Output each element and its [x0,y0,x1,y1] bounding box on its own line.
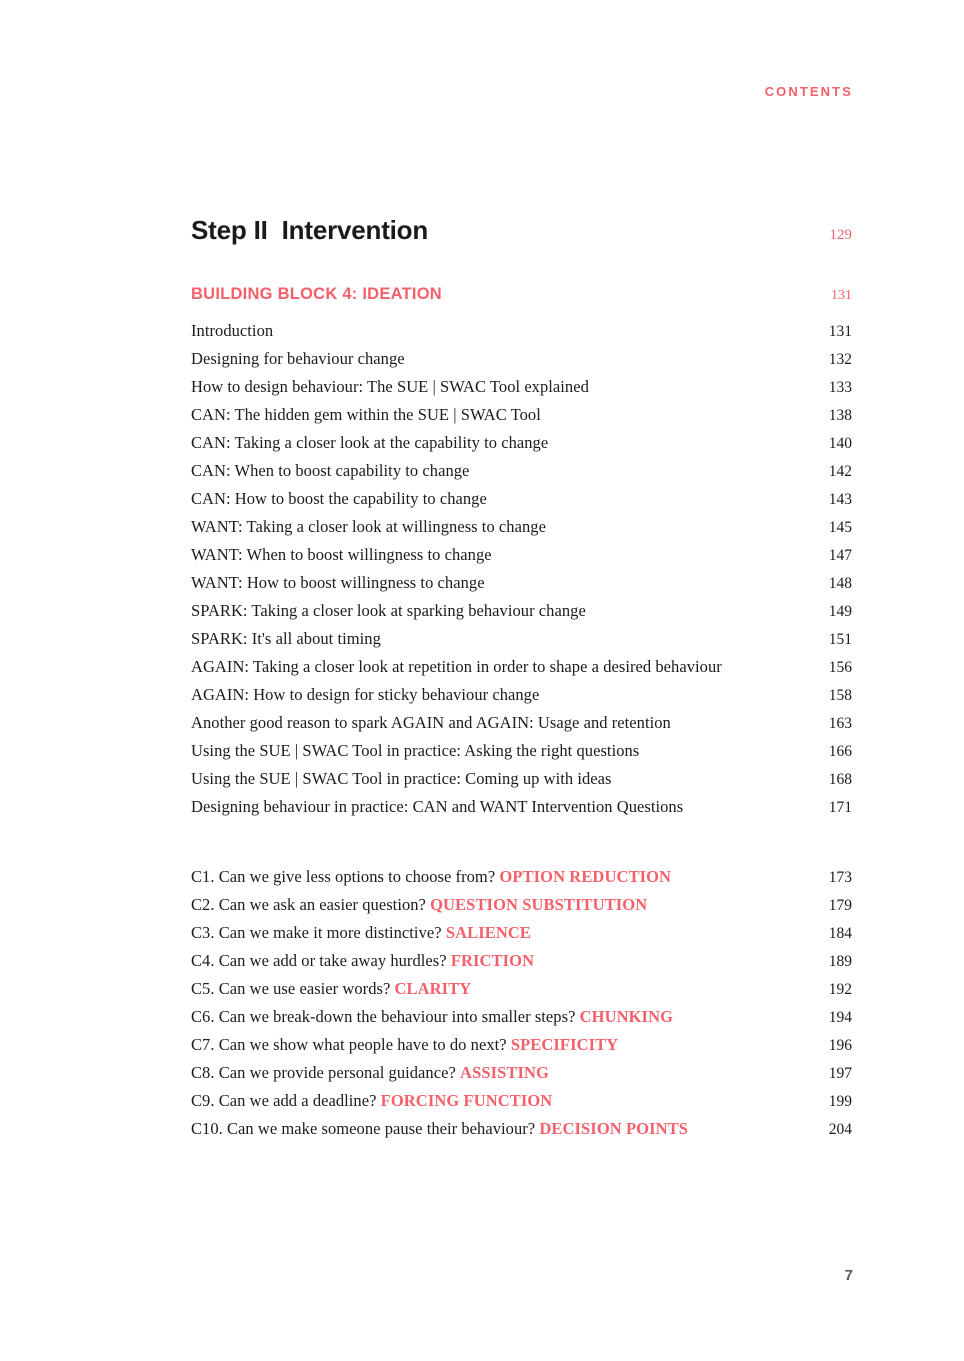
toc-entry-keyword: CHUNKING [579,1007,674,1026]
toc-entry-page-number: 199 [828,1093,852,1110]
toc-entry[interactable] [191,793,852,821]
toc-entry-keyword: OPTION REDUCTION [499,867,672,886]
toc-entry[interactable] [191,345,852,373]
toc-entry-question: C8. Can we provide personal guidance? [191,1063,456,1082]
toc-entry-label [191,1031,618,1059]
toc-entry-keyword: QUESTION SUBSTITUTION [430,895,648,914]
toc-entry-page-number: 194 [828,1009,852,1026]
toc-entry-page-number: 173 [828,869,852,886]
toc-entry[interactable] [191,485,852,513]
toc-entry[interactable] [191,401,852,429]
toc-entry-label [191,919,531,947]
toc-entry-question: C10. Can we make someone pause their behaviour? [191,1119,536,1138]
toc-entry-page-number: 192 [828,981,852,998]
building-block-title: BUILDING BLOCK 4: IDEATION [191,285,442,303]
toc-entry-label: WANT: When to boost willingness to change [191,545,492,564]
toc-entry-page-number: 184 [828,925,852,942]
toc-entry-list-primary [191,317,852,821]
toc-entry-page-number: 171 [828,799,852,816]
toc-entry[interactable] [191,1115,852,1143]
toc-entry[interactable] [191,597,852,625]
toc-entry-label [191,1003,673,1031]
toc-entry-page-number: 204 [828,1121,852,1138]
toc-entry-label: CAN: How to boost the capability to change [191,489,487,508]
toc-entry-keyword: ASSISTING [460,1063,549,1082]
toc-entry[interactable] [191,653,852,681]
toc-entry[interactable] [191,765,852,793]
toc-entry-label: AGAIN: How to design for sticky behaviour change [191,685,540,704]
page-folio-number: 7 [844,1267,853,1284]
toc-entry-page-number: 151 [828,631,852,648]
toc-entry-page-number: 163 [828,715,852,732]
toc-entry-page-number: 179 [828,897,852,914]
toc-entry-label: CAN: The hidden gem within the SUE | SWAC Tool [191,405,541,424]
toc-entry-keyword: DECISION POINTS [539,1119,689,1138]
toc-entry[interactable] [191,737,852,765]
toc-entry-question: C4. Can we add or take away hurdles? [191,951,447,970]
toc-entry[interactable] [191,1031,852,1059]
toc-entry[interactable] [191,541,852,569]
toc-entry-page-number: 145 [828,519,852,536]
building-block-heading-row [191,285,852,304]
toc-entry-label: CAN: Taking a closer look at the capability to change [191,433,549,452]
running-head-contents: CONTENTS [764,84,853,99]
toc-entry-question: C7. Can we show what people have to do next? [191,1035,507,1054]
toc-entry[interactable] [191,891,852,919]
toc-entry-label: Another good reason to spark AGAIN and AGAIN: Usage and retention [191,713,671,732]
toc-entry[interactable] [191,1087,852,1115]
toc-entry-label [191,1087,552,1115]
toc-entry-page-number: 156 [828,659,852,676]
toc-entry-question: C5. Can we use easier words? [191,979,391,998]
toc-entry-page-number: 158 [828,687,852,704]
toc-entry[interactable] [191,569,852,597]
toc-entry[interactable] [191,625,852,653]
step-page-number: 129 [829,227,852,243]
toc-entry-label [191,1059,549,1087]
toc-entry-label: SPARK: It's all about timing [191,629,381,648]
toc-entry-label: Using the SUE | SWAC Tool in practice: Asking the right questions [191,741,640,760]
toc-entry-page-number: 143 [828,491,852,508]
step-title: Step II Intervention [191,215,429,245]
building-block-page-number: 131 [831,288,852,303]
toc-entry-page-number: 140 [828,435,852,452]
toc-entry-page-number: 196 [828,1037,852,1054]
toc-entry-page-number: 189 [828,953,852,970]
toc-entry-page-number: 197 [828,1065,852,1082]
toc-entry-question: C6. Can we break-down the behaviour into smaller steps? [191,1007,576,1026]
toc-entry-question: C9. Can we add a deadline? [191,1091,377,1110]
toc-entry-page-number: 166 [828,743,852,760]
toc-entry[interactable] [191,975,852,1003]
toc-entry[interactable] [191,317,852,345]
toc-entry-label: Designing for behaviour change [191,349,405,368]
toc-entry-keyword: FORCING FUNCTION [380,1091,553,1110]
toc-entry-keyword: SALIENCE [445,923,531,942]
toc-entry-keyword: FRICTION [450,951,535,970]
toc-entry-label [191,947,534,975]
toc-entry-label [191,891,647,919]
toc-entry-label: Introduction [191,321,274,340]
step-heading-row [191,215,852,246]
toc-entry-page-number: 132 [828,351,852,368]
toc-entry-page-number: 148 [828,575,852,592]
toc-entry-question: C2. Can we ask an easier question? [191,895,426,914]
toc-entry[interactable] [191,863,852,891]
toc-entry-label: WANT: How to boost willingness to change [191,573,485,592]
toc-entry-label: How to design behaviour: The SUE | SWAC Tool explained [191,377,589,396]
toc-entry-question: C3. Can we make it more distinctive? [191,923,442,942]
toc-entry[interactable] [191,1003,852,1031]
toc-entry-label: Designing behaviour in practice: CAN and WANT Intervention Questions [191,797,684,816]
toc-entry-label: SPARK: Taking a closer look at sparking behaviour change [191,601,586,620]
toc-entry[interactable] [191,919,852,947]
toc-entry-page-number: 142 [828,463,852,480]
toc-entry[interactable] [191,429,852,457]
toc-entry[interactable] [191,373,852,401]
toc-entry[interactable] [191,947,852,975]
toc-entry-keyword: CLARITY [394,979,472,998]
toc-entry-label: AGAIN: Taking a closer look at repetition in order to shape a desired behaviour [191,657,722,676]
toc-entry-keyword: SPECIFICITY [510,1035,619,1054]
toc-entry-page-number: 138 [828,407,852,424]
toc-entry-label: Using the SUE | SWAC Tool in practice: Coming up with ideas [191,769,612,788]
toc-entry[interactable] [191,1059,852,1087]
toc-entry[interactable] [191,709,852,737]
toc-entry-list-secondary [191,863,852,1143]
toc-content [191,215,852,1143]
toc-entry[interactable] [191,513,852,541]
toc-entry-label: WANT: Taking a closer look at willingness to change [191,517,546,536]
toc-entry[interactable] [191,681,852,709]
toc-entry-question: C1. Can we give less options to choose from? [191,867,496,886]
toc-entry-page-number: 133 [828,379,852,396]
toc-entry-page-number: 149 [828,603,852,620]
toc-entry-page-number: 168 [828,771,852,788]
toc-entry-label: CAN: When to boost capability to change [191,461,470,480]
toc-entry-page-number: 147 [828,547,852,564]
toc-entry[interactable] [191,457,852,485]
toc-entry-label [191,975,471,1003]
toc-entry-label [191,1115,688,1143]
toc-entry-page-number: 131 [828,323,852,340]
toc-entry-label [191,863,671,891]
